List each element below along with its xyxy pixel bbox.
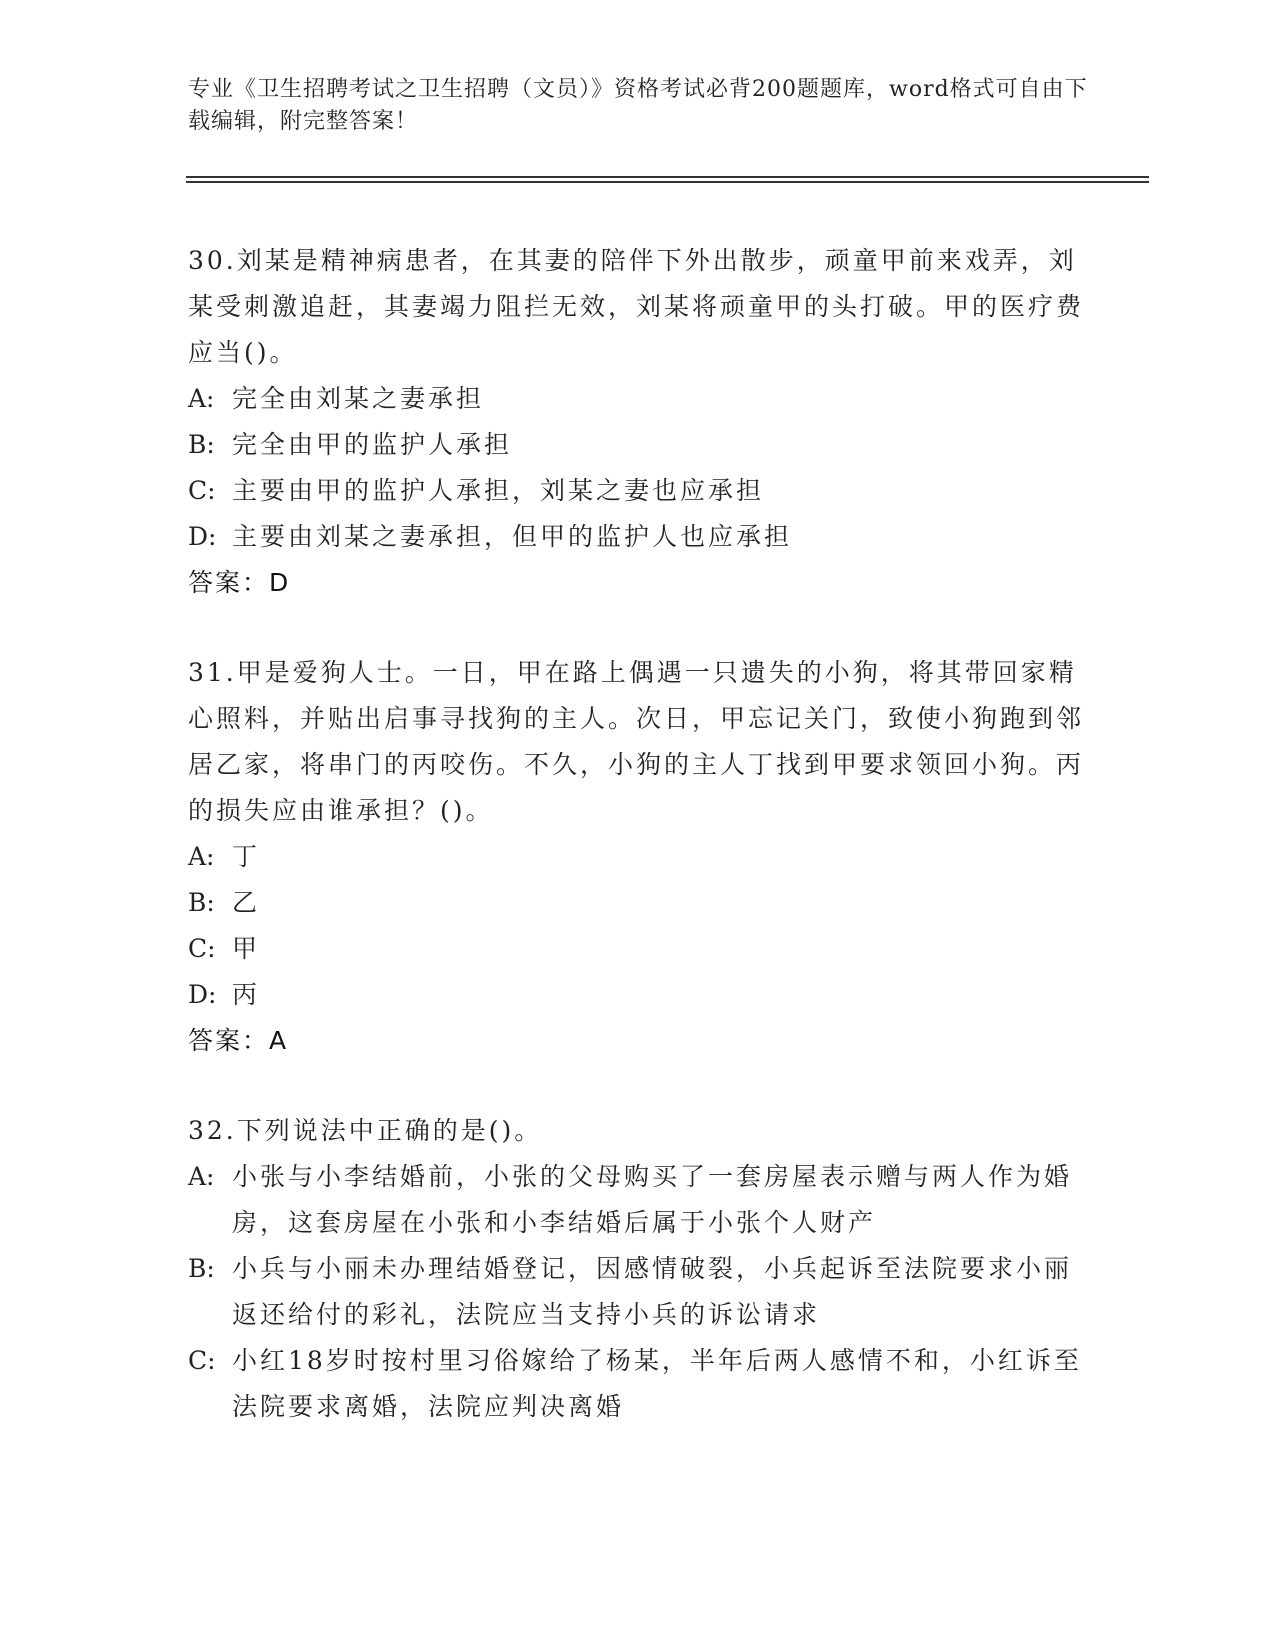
option-text: 主要由刘某之妻承担，但甲的监护人也应承担 xyxy=(232,522,793,551)
option-text: 丙 xyxy=(232,980,261,1009)
question-30 xyxy=(188,238,1088,606)
option-text: 主要由甲的监护人承担，刘某之妻也应承担 xyxy=(232,476,765,505)
question-spacer xyxy=(188,606,1088,650)
header-divider-bottom xyxy=(186,181,1149,183)
option-label: B: xyxy=(188,1254,215,1283)
header-divider-top xyxy=(186,176,1149,178)
option-label: A: xyxy=(188,384,215,413)
option-a xyxy=(188,1154,1088,1246)
question-32 xyxy=(188,1108,1088,1430)
option-label: C: xyxy=(188,934,216,963)
option-text: 完全由刘某之妻承担 xyxy=(232,384,485,413)
option-b xyxy=(188,422,1088,468)
question-spacer xyxy=(188,1064,1088,1108)
option-text: 丁 xyxy=(232,842,261,871)
question-stem: 32.下列说法中正确的是()。 xyxy=(188,1116,543,1145)
answer-line: 答案：A xyxy=(188,1026,289,1055)
option-text: 小红18岁时按村里习俗嫁给了杨某，半年后两人感情不和，小红诉至法院要求离婚，法院应判决离婚 xyxy=(232,1346,1082,1421)
option-text: 小兵与小丽未办理结婚登记，因感情破裂，小兵起诉至法院要求小丽返还给付的彩礼，法院应当支持小兵的诉讼请求 xyxy=(232,1254,1073,1329)
option-c xyxy=(188,1338,1088,1430)
option-label: C: xyxy=(188,1346,216,1375)
option-label: C: xyxy=(188,476,216,505)
option-text: 小张与小李结婚前，小张的父母购买了一套房屋表示赠与两人作为婚房，这套房屋在小张和小李结婚后属于小张个人财产 xyxy=(232,1162,1073,1237)
option-c xyxy=(188,926,1088,972)
question-list xyxy=(188,238,1088,1430)
option-a xyxy=(188,834,1088,880)
option-d xyxy=(188,514,1088,560)
answer-line: 答案：D xyxy=(188,568,291,597)
option-label: A: xyxy=(188,842,215,871)
question-stem: 30.刘某是精神病患者，在其妻的陪伴下外出散步，顽童甲前来戏弄，刘某受刺激追赶，其妻竭力阻拦无效，刘某将顽童甲的头打破。甲的医疗费应当()。 xyxy=(188,246,1085,367)
question-stem: 31.甲是爱狗人士。一日，甲在路上偶遇一只遗失的小狗，将其带回家精心照料，并贴出启事寻找狗的主人。次日，甲忘记关门，致使小狗跑到邻居乙家，将串门的丙咬伤。不久，小狗的主人丁找到甲要求领回小狗。丙的损失应由谁承担？()。 xyxy=(188,658,1085,825)
option-label: B: xyxy=(188,888,215,917)
option-label: A: xyxy=(188,1162,215,1191)
option-c xyxy=(188,468,1088,514)
option-label: D: xyxy=(188,522,217,551)
option-label: D: xyxy=(188,980,217,1009)
option-d xyxy=(188,972,1088,1018)
option-a xyxy=(188,376,1088,422)
option-b xyxy=(188,880,1088,926)
option-b xyxy=(188,1246,1088,1338)
option-text: 完全由甲的监护人承担 xyxy=(232,430,513,459)
document-header: 专业《卫生招聘考试之卫生招聘（文员）》资格考试必背200题题库，word格式可自由下载编辑，附完整答案！ xyxy=(188,77,1088,134)
question-31 xyxy=(188,650,1088,1064)
option-label: B: xyxy=(188,430,215,459)
option-text: 乙 xyxy=(232,888,261,917)
option-text: 甲 xyxy=(232,934,261,963)
